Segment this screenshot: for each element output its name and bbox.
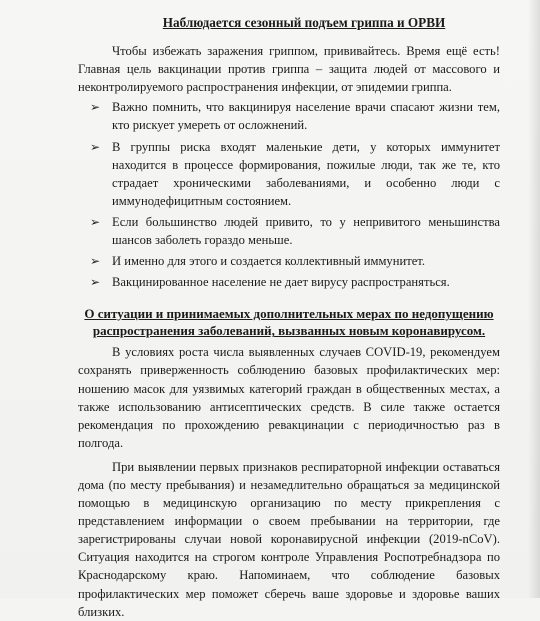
intro-paragraph: Чтобы избежать заражения гриппом, прививайтесь. Время ещё есть! Главная цель вакцинации против гриппа – защита людей от массового и неконтролируемого распространения инфекции, от эпидемии гриппа. [78,44,500,95]
section-title: О ситуации и принимаемых дополнительных мерах по недопущению распространения заболеваний, вызванных новым коронавирусом. [84,306,494,339]
bullet-item [78,138,500,210]
covid-paragraph-1: В условиях роста числа выявленных случаев COVID-19, рекомендуем сохранять приверженность соблюдению базовых профилактических мер: ношению масок для уязвимых категорий граждан в общественных местах, а также использованию антисептических средств. В силе также остается рекомендация по прохождению ревакцинации с периодичностью раз в полгода. [78,345,500,450]
bullet-list [78,98,500,291]
bullet-text: Важно помнить, что вакцинируя население врачи спасают жизни тем, кто рискует умереть от осложнений. [112,100,500,133]
bullet-arrow-icon: ➢ [90,100,101,115]
bullet-item [78,273,500,291]
bullet-item [78,98,500,134]
bullet-text: В группы риска входят маленькие дети, у которых иммунитет находится в процессе формирования, пожилые люди, так же те, кто страдает хроническими заболеваниями, и особенно люди с иммунодефицитным состоянием. [112,139,500,208]
bullet-arrow-icon: ➢ [90,254,101,269]
bullet-arrow-icon: ➢ [90,139,101,154]
covid-paragraph-2: При выявлении первых признаков респираторной инфекции оставаться дома (по месту пребывания) и незамедлительно обращаться за медицинской помощью в медицинскую организацию по месту прикрепления с представлением информации о своем пребывании на территории, где зарегистрированы случаи новой коронавирусной инфекции (2019-nCoV). Ситуация находится на строгом контроле Управления Роспотребнадзора по Краснодарскому краю. Напоминаем, что соблюдение базовых профилактических мер поможет сберечь ваше здоровье и здоровье ваших близких. [78,459,500,619]
bullet-item [78,252,500,270]
bullet-text: Вакцинированное население не дает вирусу распространяться. [112,275,450,290]
bullet-text: Если большинство людей привито, то у непривитого меньшинства шансов заболеть гораздо меньше. [112,214,500,248]
page-edge-shadow [528,0,540,598]
document-title: Наблюдается сезонный подъем гриппа и ОРВИ [162,15,446,30]
bullet-text: И именно для этого и создается коллективный иммунитет. [112,254,425,269]
bullet-item [78,213,500,249]
bullet-arrow-icon: ➢ [90,214,101,229]
bullet-arrow-icon: ➢ [90,275,101,290]
